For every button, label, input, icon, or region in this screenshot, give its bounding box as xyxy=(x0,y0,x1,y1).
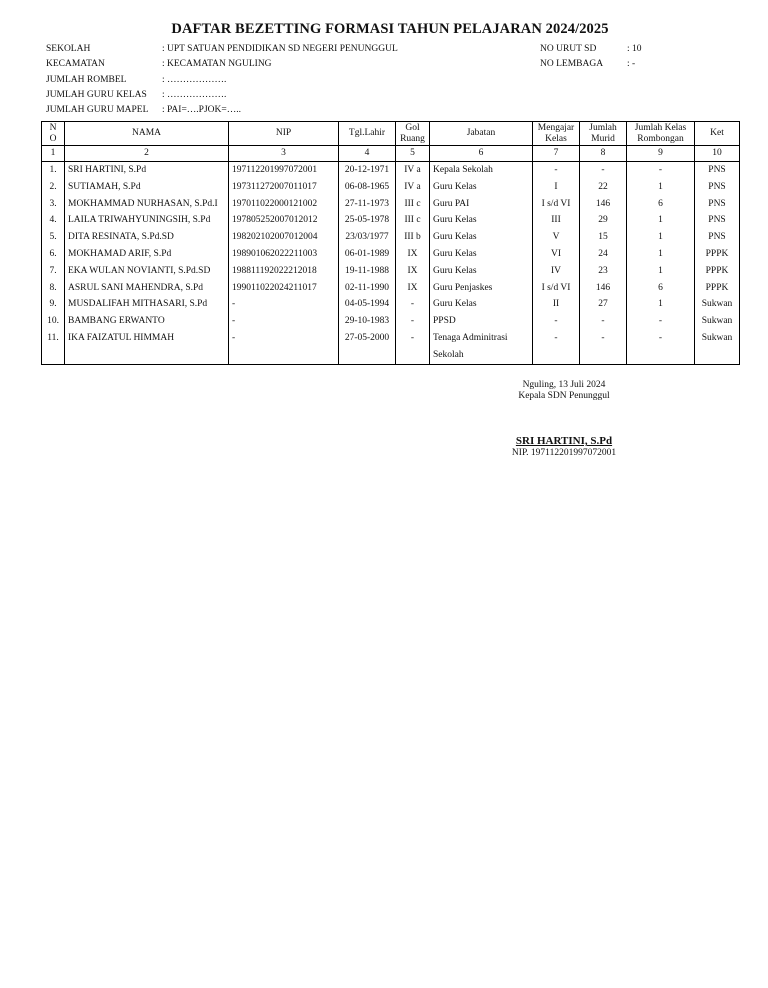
table-row xyxy=(42,296,740,313)
table-cell: 06-08-1965 xyxy=(339,179,396,196)
col-tgl-lahir: Tgl.Lahir xyxy=(339,122,396,146)
table-cell: DITA RESINATA, S.Pd.SD xyxy=(65,229,229,246)
table-cell: 29 xyxy=(580,212,627,229)
col-ket: Ket xyxy=(695,122,740,146)
table-cell: 25-05-1978 xyxy=(339,212,396,229)
table-cell: LAILA TRIWAHYUNINGSIH, S.Pd xyxy=(65,212,229,229)
table-cell: 197112201997072001 xyxy=(229,162,339,179)
table-row xyxy=(42,280,740,297)
table-cell: III b xyxy=(396,229,430,246)
table-cell: MUSDALIFAH MITHASARI, S.Pd xyxy=(65,296,229,313)
table-cell: Guru Penjaskes xyxy=(430,280,533,297)
table-cell: - xyxy=(627,330,695,347)
col-gol-ruang: Gol Ruang xyxy=(396,122,430,146)
table-cell: 146 xyxy=(580,196,627,213)
table-cell: Sukwan xyxy=(695,296,740,313)
table-cell: VI xyxy=(533,246,580,263)
table-cell: 23/03/1977 xyxy=(339,229,396,246)
col-jumlah-rombongan: Jumlah Kelas Rombongan xyxy=(627,122,695,146)
table-cell: 198202102007012004 xyxy=(229,229,339,246)
table-cell: III xyxy=(533,212,580,229)
table-cell: BAMBANG ERWANTO xyxy=(65,313,229,330)
table-cell: I s/d VI xyxy=(533,196,580,213)
table-cell: 29-10-1983 xyxy=(339,313,396,330)
table-cell: - xyxy=(533,162,580,179)
table-cell: 6. xyxy=(42,246,65,263)
table-cell: PPPK xyxy=(695,246,740,263)
table-cell: 06-01-1989 xyxy=(339,246,396,263)
table-cell xyxy=(627,347,695,364)
table-cell xyxy=(580,347,627,364)
table-row xyxy=(42,196,740,213)
table-cell: 9. xyxy=(42,296,65,313)
table-cell xyxy=(339,347,396,364)
table-cell: SRI HARTINI, S.Pd xyxy=(65,162,229,179)
table-cell: 197805252007012012 xyxy=(229,212,339,229)
table-cell: IV a xyxy=(396,179,430,196)
table-cell: I s/d VI xyxy=(533,280,580,297)
table-cell: PNS xyxy=(695,229,740,246)
table-cell: SUTIAMAH, S.Pd xyxy=(65,179,229,196)
col-jabatan: Jabatan xyxy=(430,122,533,146)
table-cell: Tenaga Adminitrasi xyxy=(430,330,533,347)
col-nip: NIP xyxy=(229,122,339,146)
table-header xyxy=(42,122,740,146)
table-cell: PNS xyxy=(695,196,740,213)
table-cell: PPPK xyxy=(695,263,740,280)
table-cell: Guru Kelas xyxy=(430,246,533,263)
table-cell: 4. xyxy=(42,212,65,229)
table-cell: 1 xyxy=(627,296,695,313)
table-cell: 7. xyxy=(42,263,65,280)
table-cell: IX xyxy=(396,280,430,297)
table-cell xyxy=(65,347,229,364)
table-cell: Sekolah xyxy=(430,347,533,364)
table-cell: 8. xyxy=(42,280,65,297)
table-row xyxy=(42,246,740,263)
col-nama: NAMA xyxy=(65,122,229,146)
table-row xyxy=(42,162,740,179)
table-cell: II xyxy=(533,296,580,313)
table-cell: Guru Kelas xyxy=(430,263,533,280)
table-cell: 22 xyxy=(580,179,627,196)
table-cell: - xyxy=(627,162,695,179)
table-row xyxy=(42,263,740,280)
table-cell: 3. xyxy=(42,196,65,213)
col-mengajar-kelas: Mengajar Kelas xyxy=(533,122,580,146)
table-cell xyxy=(533,347,580,364)
table-cell: PPSD xyxy=(430,313,533,330)
table-cell: - xyxy=(580,330,627,347)
table-cell: 1 xyxy=(627,229,695,246)
table-cell: IX xyxy=(396,246,430,263)
staff-table xyxy=(41,121,740,365)
table-cell xyxy=(396,347,430,364)
table-row xyxy=(42,212,740,229)
table-cell: - xyxy=(396,313,430,330)
table-cell: 27-05-2000 xyxy=(339,330,396,347)
col-jumlah-murid: Jumlah Murid xyxy=(580,122,627,146)
table-cell: 1. xyxy=(42,162,65,179)
table-cell: 23 xyxy=(580,263,627,280)
table-row xyxy=(42,330,740,347)
table-cell: 198811192022212018 xyxy=(229,263,339,280)
table-cell: 1 xyxy=(627,246,695,263)
table-cell: 6 xyxy=(627,280,695,297)
table-cell: IV xyxy=(533,263,580,280)
table-cell: Guru Kelas xyxy=(430,179,533,196)
meta-row-guru-mapel: JUMLAH GURU MAPEL : PAI=….PJOK=….. xyxy=(46,105,241,116)
col-no: N O xyxy=(42,122,65,146)
signature-block xyxy=(464,380,664,402)
table-cell: PNS xyxy=(695,212,740,229)
table-row xyxy=(42,313,740,330)
table-cell: Guru PAI xyxy=(430,196,533,213)
table-cell: - xyxy=(396,330,430,347)
table-cell: Guru Kelas xyxy=(430,296,533,313)
table-cell: PNS xyxy=(695,162,740,179)
table-cell xyxy=(229,347,339,364)
table-cell: ASRUL SANI MAHENDRA, S.Pd xyxy=(65,280,229,297)
table-cell: - xyxy=(229,296,339,313)
table-cell: - xyxy=(396,296,430,313)
table-cell: 197011022000121002 xyxy=(229,196,339,213)
table-cell: IKA FAIZATUL HIMMAH xyxy=(65,330,229,347)
table-cell: 198901062022211003 xyxy=(229,246,339,263)
table-cell: IX xyxy=(396,263,430,280)
table-cell: 1 xyxy=(627,263,695,280)
table-cell: 20-12-1971 xyxy=(339,162,396,179)
table-cell: 27 xyxy=(580,296,627,313)
table-cell: Sukwan xyxy=(695,313,740,330)
table-cell: I xyxy=(533,179,580,196)
table-row xyxy=(42,347,740,364)
table-cell: Sukwan xyxy=(695,330,740,347)
table-cell: III c xyxy=(396,196,430,213)
table-cell: PPPK xyxy=(695,280,740,297)
table-cell: - xyxy=(229,330,339,347)
table-cell: Kepala Sekolah xyxy=(430,162,533,179)
place-date: Nguling, 13 Juli 2024 xyxy=(522,380,606,390)
table-cell: 146 xyxy=(580,280,627,297)
signer-nip: NIP. 197112201997072001 xyxy=(511,448,617,458)
table-cell: Guru Kelas xyxy=(430,212,533,229)
table-cell: 02-11-1990 xyxy=(339,280,396,297)
column-index-row: 1 2 3 4 5 6 7 8 9 10 xyxy=(42,146,740,162)
table-cell: MOKHAMMAD NURHASAN, S.Pd.I xyxy=(65,196,229,213)
table-cell: MOKHAMAD ARIF, S.Pd xyxy=(65,246,229,263)
table-cell: 1 xyxy=(627,179,695,196)
table-cell: - xyxy=(580,313,627,330)
document-title: DAFTAR BEZETTING FORMASI TAHUN PELAJARAN 2024/2025 xyxy=(171,21,609,37)
table-cell: 5. xyxy=(42,229,65,246)
table-cell: 6 xyxy=(627,196,695,213)
signer-block xyxy=(464,435,664,459)
table-row xyxy=(42,229,740,246)
meta-row-kecamatan: KECAMATAN : KECAMATAN NGULING xyxy=(46,59,272,70)
table-cell: 04-05-1994 xyxy=(339,296,396,313)
table-cell: 2. xyxy=(42,179,65,196)
school-info xyxy=(46,42,398,118)
table-cell xyxy=(695,347,740,364)
signer-name: SRI HARTINI, S.Pd xyxy=(515,435,613,447)
table-row xyxy=(42,179,740,196)
table-cell: 24 xyxy=(580,246,627,263)
meta-row-no-lembaga: NO LEMBAGA : - xyxy=(540,59,636,70)
table-cell: Guru Kelas xyxy=(430,229,533,246)
table-cell: - xyxy=(229,313,339,330)
table-cell: 11. xyxy=(42,330,65,347)
table-cell: PNS xyxy=(695,179,740,196)
meta-row-sekolah: SEKOLAH : UPT SATUAN PENDIDIKAN SD NEGERI PENUNGGUL xyxy=(46,44,398,54)
table-cell: EKA WULAN NOVIANTI, S.Pd.SD xyxy=(65,263,229,280)
table-cell: 27-11-1973 xyxy=(339,196,396,213)
table-cell: IV a xyxy=(396,162,430,179)
table-cell: - xyxy=(580,162,627,179)
table-cell: 197311272007011017 xyxy=(229,179,339,196)
table-cell: 15 xyxy=(580,229,627,246)
meta-row-guru-kelas: JUMLAH GURU KELAS : ………………. xyxy=(46,89,227,100)
table-cell: - xyxy=(627,313,695,330)
table-cell: V xyxy=(533,229,580,246)
table-cell: 19-11-1988 xyxy=(339,263,396,280)
table-cell: 1 xyxy=(627,212,695,229)
signer-position: Kepala SDN Penunggul xyxy=(518,391,610,401)
table-cell: - xyxy=(533,313,580,330)
table-cell: - xyxy=(533,330,580,347)
table-cell: 199011022024211017 xyxy=(229,280,339,297)
school-numbers xyxy=(540,42,642,73)
table-cell: 10. xyxy=(42,313,65,330)
meta-row-no-urut: NO URUT SD : 10 xyxy=(540,44,642,54)
table-cell: III c xyxy=(396,212,430,229)
meta-row-rombel: JUMLAH ROMBEL : ………………. xyxy=(46,74,227,85)
table-cell xyxy=(42,347,65,364)
